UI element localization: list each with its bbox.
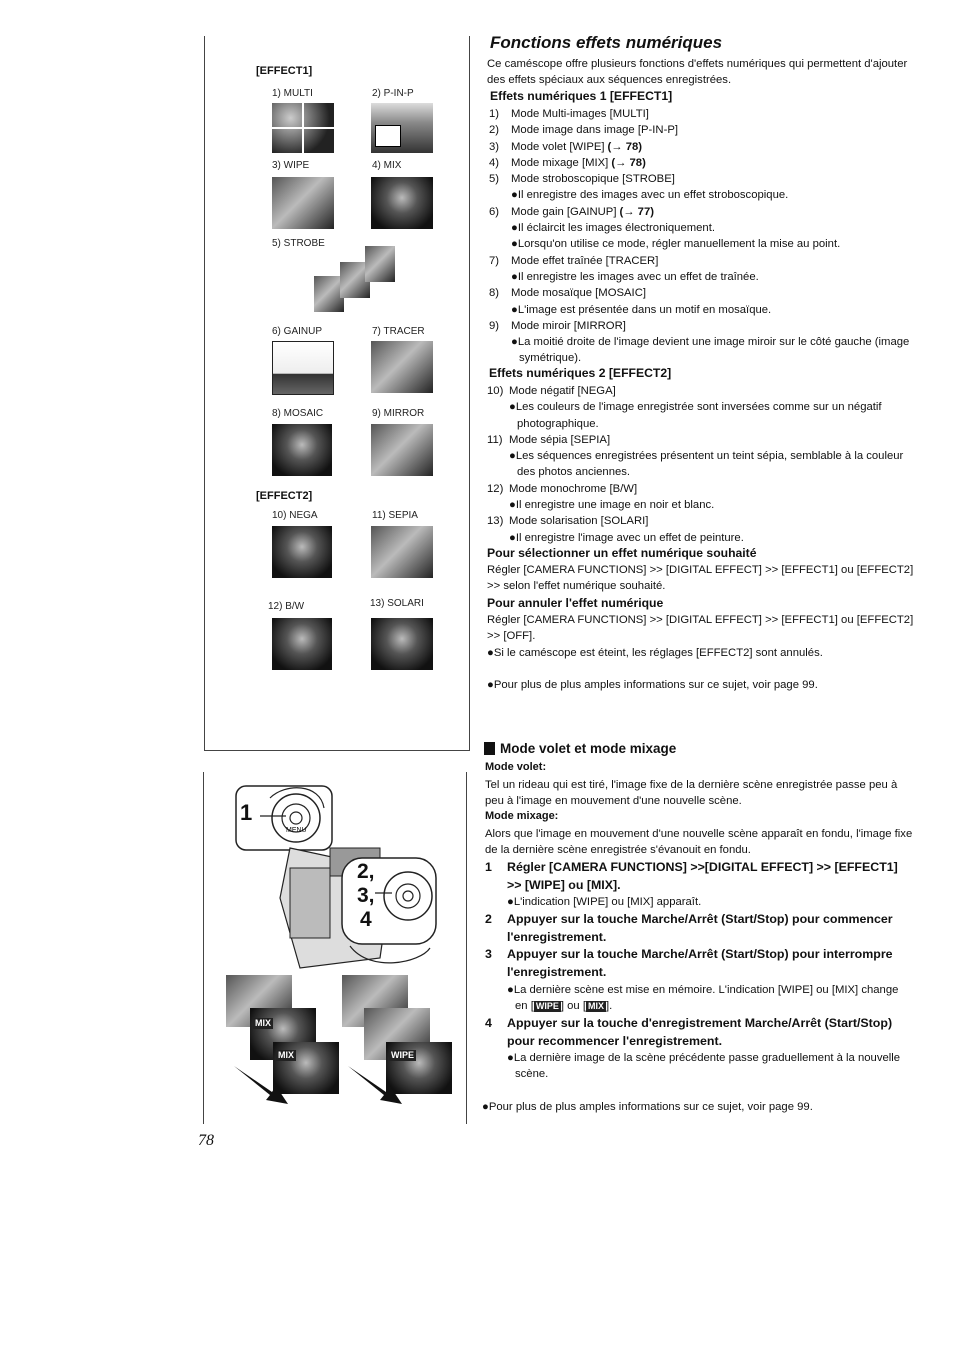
thumb-label-bw: 12) B/W (268, 601, 305, 612)
cancel-heading: Pour annuler l'effet numérique (487, 596, 664, 610)
thumb-label-sepia: 11) SEPIA (372, 510, 418, 521)
effect-item: 5) Mode stroboscopique [STROBE] (489, 173, 675, 186)
thumb-image-gainup (272, 341, 334, 395)
effect-item-note: ●La moitié droite de l'image devient une image miroir sur le côté gauche (image (511, 336, 910, 349)
effect-item: 1) Mode Multi-images [MULTI] (489, 108, 649, 120)
thumb-image-pinp (371, 103, 433, 153)
effect-item-note-cont: symétrique). (519, 352, 582, 365)
thumb-image-mirror (371, 424, 433, 476)
more-info-1: ●Pour plus de plus amples informations sur ce sujet, voir page 99. (487, 679, 818, 691)
wipe-arrow-icon (346, 1062, 406, 1107)
cancel-text-2: >> [OFF]. (487, 630, 536, 642)
thumb-label-mirror: 9) MIRROR (372, 408, 425, 419)
section-square-icon (484, 742, 495, 755)
effect-item: 3) Mode volet [WIPE] (→ 78) (489, 140, 643, 153)
step-3-note-2: en [ WIPE ] ou [ MIX ]. (515, 1000, 613, 1012)
mix-indicator-icon: MIX (587, 1001, 604, 1011)
step-1: 1 Régler [CAMERA FUNCTIONS] >>[DIGITAL EFFECT] >> [EFFECT1] >> [WIPE] ou [MIX]. (485, 860, 898, 892)
step4-number: 4 (360, 908, 372, 931)
effect-item: 10) Mode négatif [NEGA] (487, 385, 616, 397)
effect-item-note: ●Les séquences enregistrées présentent un teint sépia, semblable à la couleur (509, 450, 904, 463)
thumb-label-tracer: 7) TRACER (372, 326, 425, 337)
effect-item-note: ●Il enregistre les images avec un effet de traînée. (511, 270, 759, 283)
thumb-image-nega (272, 526, 332, 578)
effect-item: 8) Mode mosaïque [MOSAIC] (489, 287, 646, 300)
thumb-label-wipe: 3) WIPE (272, 160, 310, 171)
thumb-label-solari: 13) SOLARI (370, 598, 424, 609)
thumb-image-bw (272, 618, 332, 670)
mix-label-1: MIX (255, 1018, 272, 1028)
step2-number: 2, (357, 860, 375, 883)
effect-item-note-cont: des photos anciennes. (517, 466, 631, 479)
thumb-image-sepia (371, 526, 433, 578)
mix-arrow-icon (232, 1062, 292, 1107)
more-info-2: ●Pour plus de plus amples informations sur ce sujet, voir page 99. (482, 1101, 813, 1113)
page-title: Fonctions effets numériques (490, 33, 723, 52)
effect-item-note-cont: photographique. (517, 417, 599, 430)
thumb-label-multi: 1) MULTI (272, 88, 313, 99)
step-2: 2 Appuyer sur la touche Marche/Arrêt (Start/Stop) pour commencer l'enregistrement. (485, 912, 893, 944)
effect-item: 4) Mode mixage [MIX] (→ 78) (489, 156, 646, 169)
page-number: 78 (198, 1132, 214, 1149)
effect-item: 13) Mode solarisation [SOLARI] (487, 515, 649, 528)
mixage-label: Mode mixage: (485, 810, 559, 822)
effect-item-note: ●L'image est présentée dans un motif en mosaïque. (511, 303, 772, 316)
wipe-label: WIPE (391, 1050, 415, 1060)
effect-item: 9) Mode miroir [MIRROR] (489, 319, 626, 332)
effect1-list (489, 106, 909, 367)
thumb-label-pinp: 2) P-IN-P (372, 88, 414, 99)
cancel-text-3: ●Si le caméscope est éteint, les réglages [EFFECT2] sont annulés. (487, 647, 823, 659)
volet-text-2: peu à l'image en mouvement d'une nouvelle scène. (485, 795, 742, 807)
effect-item-note: ●Il éclaircit les images électroniquement. (511, 222, 715, 235)
effect2-heading: Effets numériques 2 [EFFECT2] (489, 366, 672, 380)
wipe-mix-heading: Mode volet et mode mixage (484, 741, 676, 756)
effect-item-note: ●Il enregistre une image en noir et blanc. (509, 499, 715, 512)
wipe-indicator-icon: WIPE (535, 1001, 559, 1011)
thumb-label-mosaic: 8) MOSAIC (272, 408, 324, 419)
step-3: 3 Appuyer sur la touche Marche/Arrêt (Start/Stop) pour interrompre l'enregistrement. (485, 947, 893, 979)
thumb-image-mosaic (272, 424, 332, 476)
cancel-text-1: Régler [CAMERA FUNCTIONS] >> [DIGITAL EFFECT] >> [EFFECT1] ou [EFFECT2] (487, 614, 914, 626)
mix-label-2: MIX (278, 1050, 295, 1060)
effect-item-note: ●Il enregistre des images avec un effet stroboscopique. (511, 189, 789, 202)
step-4-note-1: ●La dernière image de la scène précédente passe graduellement à la nouvelle (507, 1052, 901, 1064)
effect-item: 7) Mode effet traînée [TRACER] (489, 254, 659, 267)
effect-item: 11) Mode sépia [SEPIA] (487, 433, 611, 446)
thumb-label-mix: 4) MIX (372, 160, 402, 171)
select-text-2: >> selon l'effet numérique souhaité. (487, 580, 666, 592)
intro-line-2: des effets spéciaux aux séquences enregistrées. (487, 74, 732, 86)
thumb-image-mix (371, 177, 433, 229)
dial-menu-label: MENU (286, 827, 307, 834)
effect-item: 12) Mode monochrome [B/W] (487, 482, 638, 495)
thumb-image-wipe (272, 177, 334, 229)
volet-text-1: Tel un rideau qui est tiré, l'image fixe de la dernière scène enregistrée passe peu à (485, 779, 898, 791)
intro-line-1: Ce caméscope offre plusieurs fonctions d'effets numériques qui permettent d'ajouter (487, 58, 908, 70)
thumb-label-gainup: 6) GAINUP (272, 326, 323, 337)
effect1-heading: Effets numériques 1 [EFFECT1] (490, 89, 673, 103)
effect-item: 2) Mode image dans image [P-IN-P] (489, 124, 679, 137)
effect-item-note: ●Les couleurs de l'image enregistrée sont inversées comme sur un négatif (509, 401, 882, 414)
step-4-note-2: scène. (515, 1068, 549, 1080)
thumb-image-tracer (371, 341, 433, 393)
thumb-image-solari (371, 618, 433, 670)
effect2-list (487, 383, 903, 546)
step-1-note: ●L'indication [WIPE] ou [MIX] apparaît. (507, 896, 702, 908)
effect2-group-label: [EFFECT2] (256, 490, 313, 502)
effect1-group-label: [EFFECT1] (256, 65, 313, 77)
thumb-label-strobe: 5) STROBE (272, 238, 325, 249)
select-text-1: Régler [CAMERA FUNCTIONS] >> [DIGITAL EFFECT] >> [EFFECT1] ou [EFFECT2] (487, 564, 914, 576)
thumb-image-strobe-3 (365, 246, 395, 282)
step1-number: 1 (240, 800, 253, 825)
mixage-text-1: Alors que l'image en mouvement d'une nouvelle scène apparaît en fondu, l'image fixe (485, 828, 913, 840)
effect-item: 6) Mode gain [GAINUP] (→ 77) (489, 205, 655, 218)
volet-label: Mode volet: (485, 761, 547, 773)
thumb-label-nega: 10) NEGA (272, 510, 318, 521)
mixage-text-2: de la dernière scène enregistrée s'évanouit en fondu. (485, 844, 751, 856)
camera-illustration (230, 778, 445, 978)
select-heading: Pour sélectionner un effet numérique souhaité (487, 546, 757, 560)
step-4: 4 Appuyer sur la touche d'enregistrement Marche/Arrêt (Start/Stop) pour recommencer l'enregistrement. (485, 1016, 893, 1048)
step3-number: 3, (357, 884, 375, 907)
effect-item-note: ●Lorsqu'on utilise ce mode, régler manuellement la mise au point. (511, 238, 841, 251)
menu-dial-icon (272, 794, 320, 842)
thumb-image-multi (272, 103, 334, 153)
step-3-note-1: ●La dernière scène est mise en mémoire. L'indication [WIPE] ou [MIX] change (507, 984, 899, 996)
effect-item-note: ●Il enregistre l'image avec un effet de peinture. (509, 531, 744, 544)
